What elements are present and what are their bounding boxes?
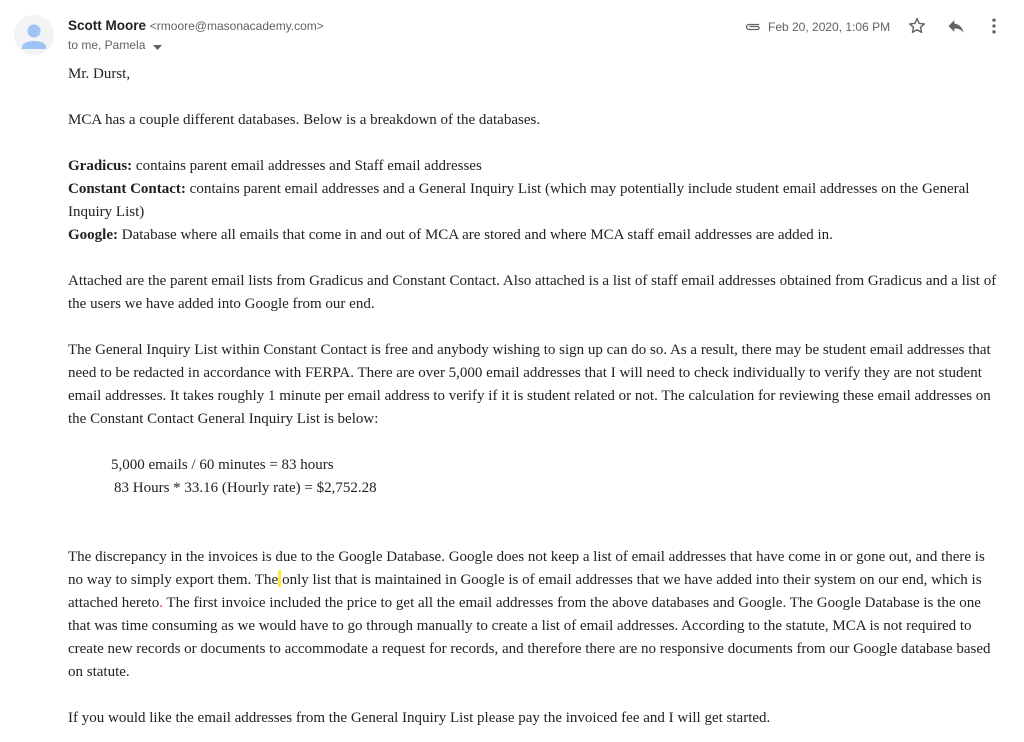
sender-line bbox=[68, 18, 324, 33]
database-item bbox=[68, 178, 1003, 224]
database-item bbox=[68, 224, 1003, 247]
intro-paragraph: MCA has a couple different databases. Below is a breakdown of the databases. bbox=[68, 112, 541, 128]
database-label: Constant Contact: bbox=[68, 181, 186, 197]
reply-button[interactable] bbox=[944, 14, 968, 38]
paperclip-icon bbox=[744, 21, 762, 33]
closing-paragraph: If you would like the email addresses from the General Inquiry List please pay the invoiced fee and I will get started. bbox=[68, 710, 771, 726]
message-meta bbox=[744, 17, 890, 37]
recipients-text: to me, Pamela bbox=[68, 38, 146, 52]
person-icon bbox=[14, 15, 54, 55]
spellcheck-mark: . bbox=[159, 595, 163, 611]
message-date: Feb 20, 2020, 1:06 PM bbox=[768, 20, 891, 34]
database-description: Database where all emails that come in and out of MCA are stored and where MCA staff email addresses are added in. bbox=[118, 227, 833, 243]
sender-email: <rmoore@masonacademy.com> bbox=[149, 19, 324, 33]
star-icon bbox=[907, 16, 927, 36]
discrepancy-text: The first invoice included the price to get all the email addresses from the above databases and Google. The Google Database is the one that was time consuming as we would have to go through manually to create a list of email addresses. According to the statute, MCA is not required to create new records or documents to accommodate a request for records, and therefore there are no responsive documents from our Google database based on statute. bbox=[68, 595, 991, 680]
database-description: contains parent email addresses and Staff email addresses bbox=[132, 158, 482, 174]
database-description: contains parent email addresses and a General Inquiry List (which may potentially include student email addresses on the General Inquiry List) bbox=[68, 181, 970, 220]
inquiry-paragraph: The General Inquiry List within Constant Contact is free and anybody wishing to sign up can do so. As a result, there may be student email addresses that need to be redacted in accordance with FERPA. There are over 5,000 email addresses that I will need to check individually to verify they are not student email addresses. It takes roughly 1 minute per email address to verify if it is student related or not. The calculation for reviewing these email addresses on the Constant Contact General Inquiry List is below: bbox=[68, 342, 991, 427]
recipients-toggle[interactable] bbox=[68, 38, 162, 53]
more-vert-icon bbox=[984, 16, 1004, 36]
chevron-down-icon bbox=[153, 39, 162, 53]
attachments-paragraph: Attached are the parent email lists from Gradicus and Constant Contact. Also attached is a list of staff email addresses obtained from Gradicus and a list of the users we have added into Google from our end. bbox=[68, 273, 997, 312]
star-button[interactable] bbox=[905, 14, 929, 38]
discrepancy-text: The discrepancy in the invoices is due to the Google Database. Google does not keep a list of email addresses that have come in or gone out, and there is no way to simply export them. The bbox=[68, 549, 985, 588]
discrepancy-paragraph bbox=[68, 546, 1003, 684]
message-body bbox=[68, 63, 1003, 730]
sender-name[interactable]: Scott Moore bbox=[68, 18, 147, 33]
calculation-line: 83 Hours * 33.16 (Hourly rate) = $2,752.28 bbox=[114, 480, 377, 496]
sender-avatar[interactable] bbox=[14, 15, 54, 55]
calculation-line: 5,000 emails / 60 minutes = 83 hours bbox=[111, 457, 334, 473]
more-options-button[interactable] bbox=[982, 14, 1006, 38]
greeting: Mr. Durst, bbox=[68, 66, 131, 82]
text-cursor-highlight bbox=[278, 570, 281, 587]
reply-icon bbox=[946, 16, 966, 36]
database-item bbox=[68, 155, 1003, 178]
calculation-block bbox=[68, 454, 1003, 500]
database-label: Gradicus: bbox=[68, 158, 133, 174]
discrepancy-text: only list that is maintained in Google is of email addresses that we have added into their system on our end, which is attached hereto bbox=[68, 572, 982, 611]
database-label: Google: bbox=[68, 227, 118, 243]
